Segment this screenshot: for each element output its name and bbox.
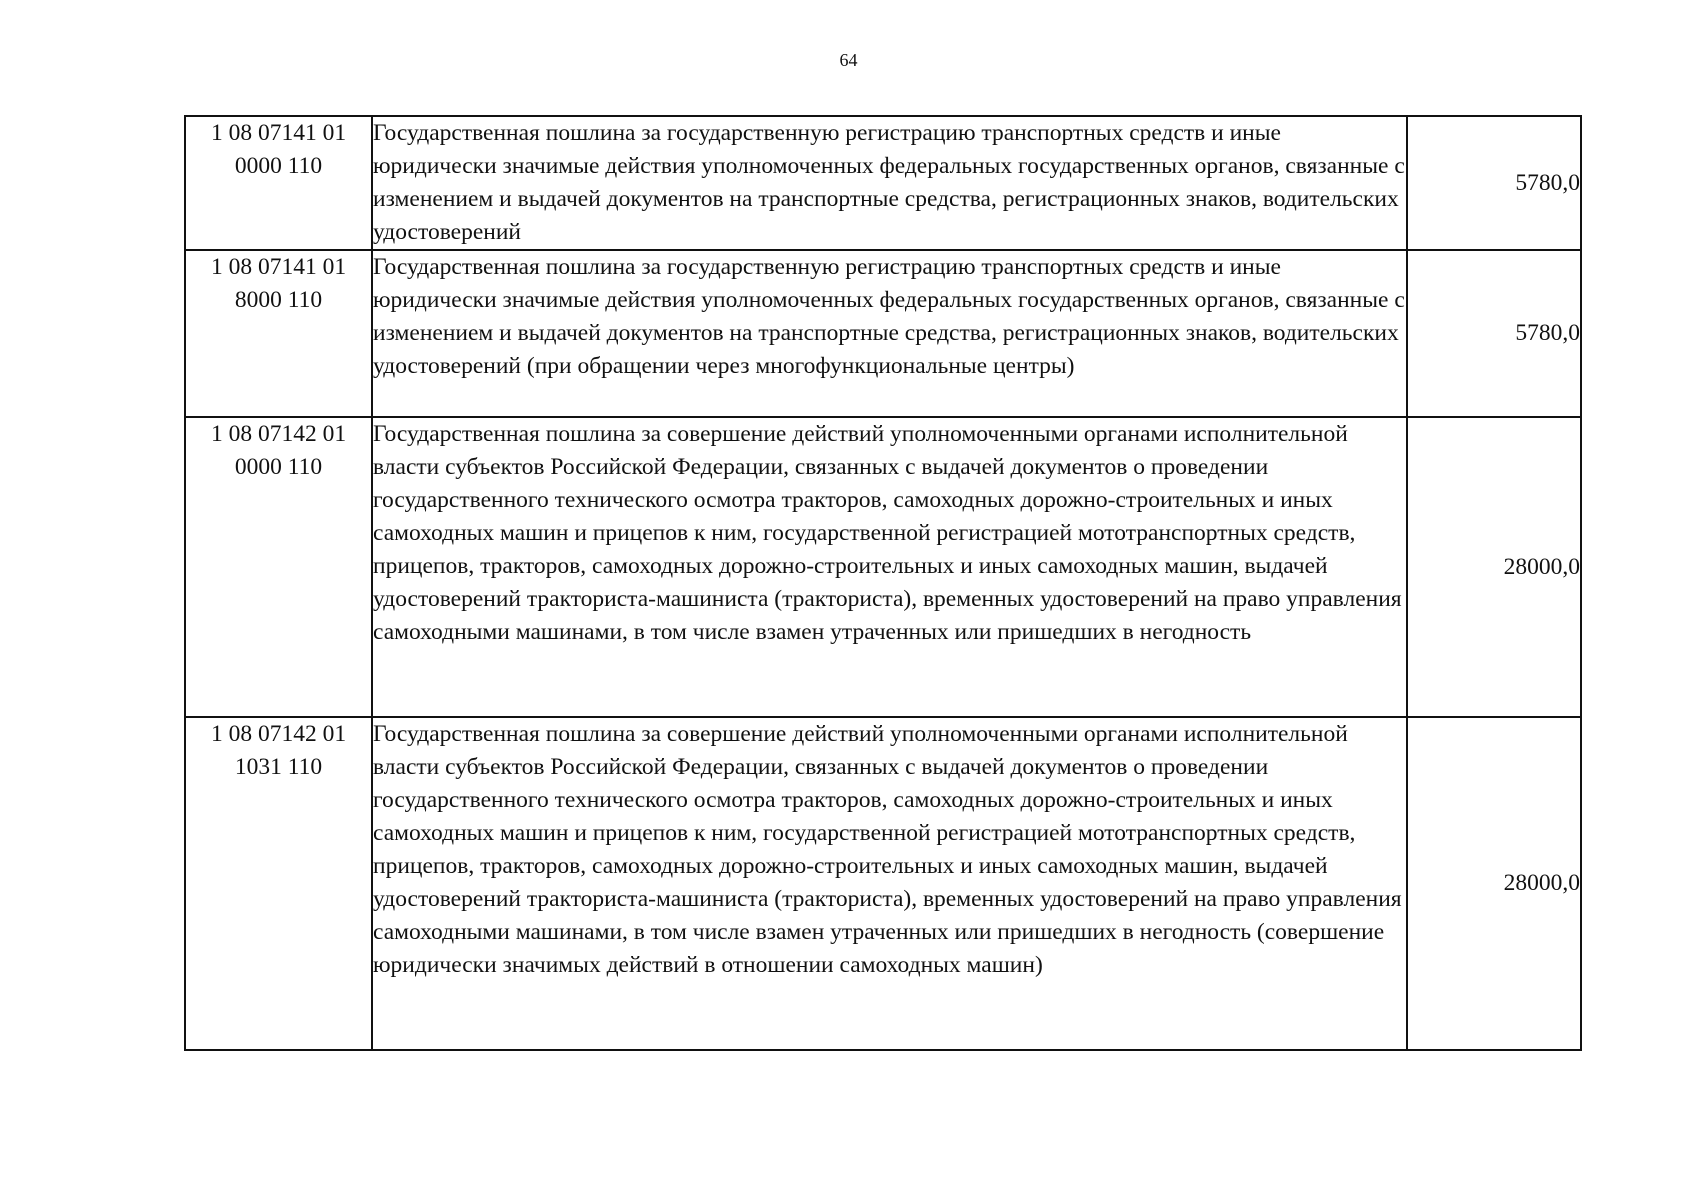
- table-row: [185, 717, 1581, 1050]
- budget-code-cell: [185, 116, 372, 250]
- budget-code-line1: 1 08 07141 01: [210, 254, 347, 280]
- description-cell: Государственная пошлина за государственную регистрацию транспортных средств и иные юридически значимые действия уполномоченных федеральных государственных органов, связанные с изменением и выдачей документов на транспортные средства, регистрационных знаков, водительских удостоверений (при обращении через многофункциональные центры): [372, 250, 1407, 417]
- budget-code-line1: 1 08 07141 01: [210, 120, 347, 146]
- page-number: 64: [839, 50, 858, 70]
- budget-code-cell: [185, 250, 372, 417]
- description-cell: Государственная пошлина за государственную регистрацию транспортных средств и иные юридически значимые действия уполномоченных федеральных государственных органов, связанные с изменением и выдачей документов на транспортные средства, регистрационных знаков, водительских удостоверений: [372, 116, 1407, 250]
- budget-code-line2: 0000 110: [234, 454, 323, 480]
- description-cell: Государственная пошлина за совершение действий уполномоченными органами исполнительной власти субъектов Российской Федерации, связанных с выдачей документов о проведении государственного технического осмотра тракторов, самоходных дорожно-строительных и иных самоходных машин и прицепов к ним, государственной регистрацией мототранспортных средств, прицепов, тракторов, самоходных дорожно-строительных и иных самоходных машин, выдачей удостоверений тракториста-машиниста (тракториста), временных удостоверений на право управления самоходными машинами, в том числе взамен утраченных или пришедших в негодность: [372, 417, 1407, 717]
- table-row: [185, 250, 1581, 417]
- amount-cell: 28000,0: [1407, 717, 1581, 1050]
- budget-code-line2: 1031 110: [234, 754, 323, 780]
- budget-code-line2: 0000 110: [234, 153, 323, 179]
- budget-code-line2: 8000 110: [234, 287, 323, 313]
- budget-code-cell: [185, 717, 372, 1050]
- amount-cell: 28000,0: [1407, 417, 1581, 717]
- table-row: [185, 417, 1581, 717]
- budget-code-cell: [185, 417, 372, 717]
- amount-cell: 5780,0: [1407, 116, 1581, 250]
- revenue-table: [184, 115, 1582, 1051]
- amount-cell: 5780,0: [1407, 250, 1581, 417]
- table-row: [185, 116, 1581, 250]
- budget-code-line1: 1 08 07142 01: [210, 721, 347, 747]
- budget-code-line1: 1 08 07142 01: [210, 421, 347, 447]
- description-cell: Государственная пошлина за совершение действий уполномоченными органами исполнительной власти субъектов Российской Федерации, связанных с выдачей документов о проведении государственного технического осмотра тракторов, самоходных дорожно-строительных и иных самоходных машин и прицепов к ним, государственной регистрацией мототранспортных средств, прицепов, тракторов, самоходных дорожно-строительных и иных самоходных машин, выдачей удостоверений тракториста-машиниста (тракториста), временных удостоверений на право управления самоходными машинами, в том числе взамен утраченных или пришедших в негодность (совершение юридически значимых действий в отношении самоходных машин): [372, 717, 1407, 1050]
